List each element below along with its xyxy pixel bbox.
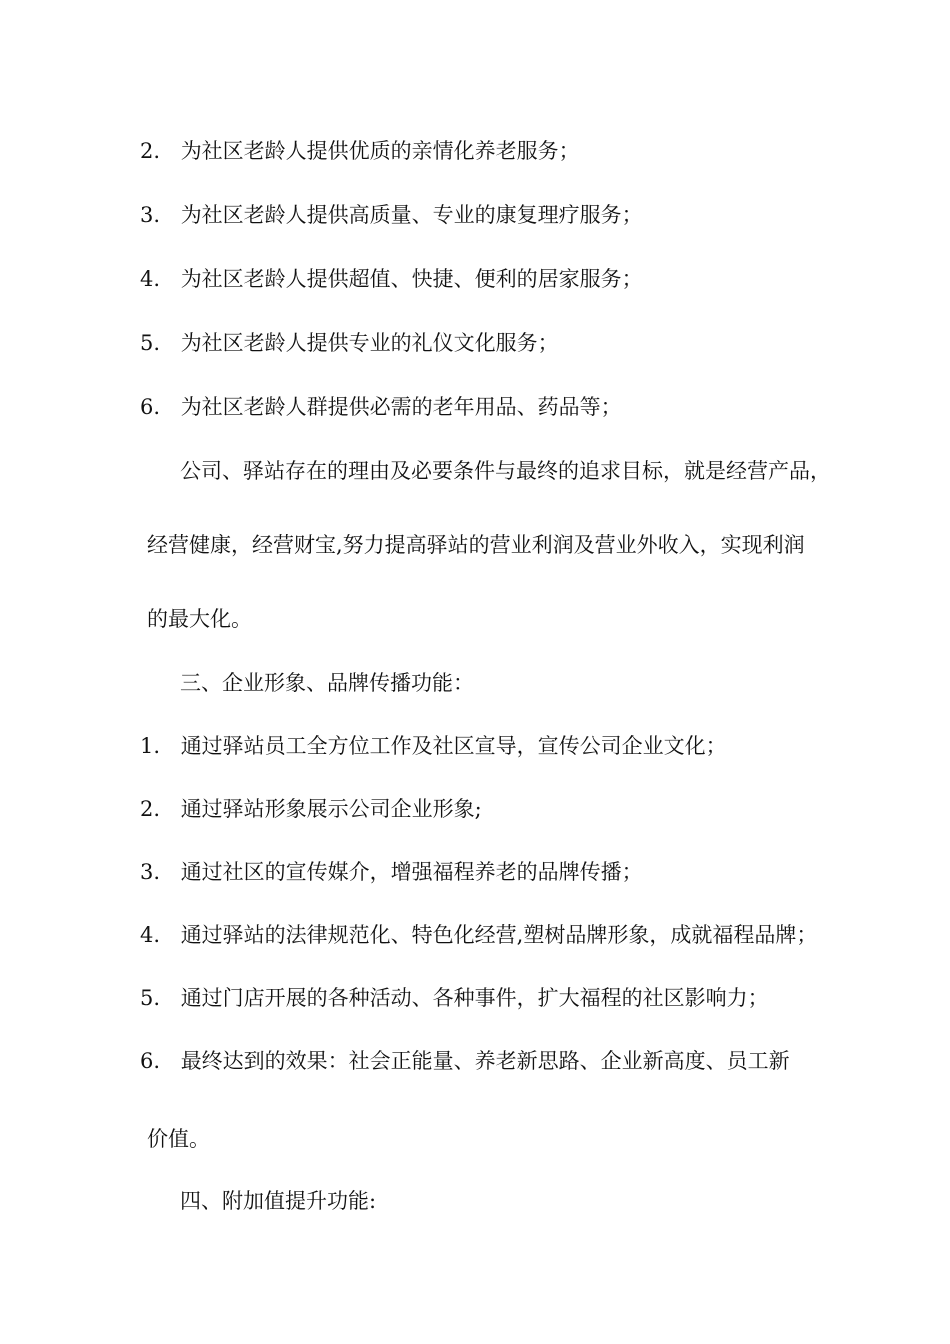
list-number: 2. [139, 139, 160, 163]
paragraph-line: 公司、驿站存在的理由及必要条件与最终的追求目标，就是经营产品， [180, 459, 831, 483]
list-number: 3. [139, 860, 160, 884]
list-number: 5. [139, 331, 160, 355]
list-text: 通过社区的宣传媒介，增强福程养老的品牌传播； [180, 860, 643, 884]
list-text: 为社区老龄人提供超值、快捷、便利的居家服务； [180, 267, 643, 291]
list-item [112, 731, 870, 761]
list-item [112, 264, 870, 294]
list-text: 通过驿站的法律规范化、特色化经营,塑树品牌形象，成就福程品牌； [180, 923, 818, 947]
list-item [112, 200, 870, 230]
list-text: 为社区老龄人群提供必需的老年用品、药品等； [180, 395, 622, 419]
list-item [112, 794, 870, 824]
list-number: 6. [139, 395, 160, 419]
list-text: 通过驿站员工全方位工作及社区宣导，宣传公司企业文化； [180, 734, 727, 758]
list-item [112, 328, 870, 358]
paragraph-line: 的最大化。 [147, 607, 252, 631]
list-item [112, 857, 870, 887]
section-heading: 四、附加值提升功能: [180, 1189, 377, 1213]
list-item [112, 920, 870, 950]
list-item [112, 983, 870, 1013]
list-text: 为社区老龄人提供优质的亲情化养老服务； [180, 139, 580, 163]
list-number: 6. [139, 1049, 160, 1073]
list-number: 4. [139, 267, 160, 291]
list-text: 为社区老龄人提供专业的礼仪文化服务； [180, 331, 559, 355]
list-text: 通过门店开展的各种活动、各种事件，扩大福程的社区影响力； [180, 986, 769, 1010]
section-heading: 三、企业形象、品牌传播功能： [180, 671, 474, 695]
list-number: 1. [139, 734, 160, 758]
list-text: 为社区老龄人提供高质量、专业的康复理疗服务； [180, 203, 643, 227]
list-text: 最终达到的效果：社会正能量、养老新思路、企业新高度、员工新 [180, 1049, 790, 1073]
list-number: 3. [139, 203, 160, 227]
list-item [112, 136, 870, 166]
list-item [112, 392, 870, 422]
list-number: 4. [139, 923, 160, 947]
list-text: 通过驿站形象展示公司企业形象; [180, 797, 482, 821]
list-number: 2. [139, 797, 160, 821]
list-item [112, 1046, 870, 1076]
list-number: 5. [139, 986, 160, 1010]
paragraph-line: 经营健康，经营财宝,努力提高驿站的营业利润及营业外收入，实现利润 [147, 533, 805, 557]
list-item-continuation: 价值。 [147, 1127, 210, 1151]
